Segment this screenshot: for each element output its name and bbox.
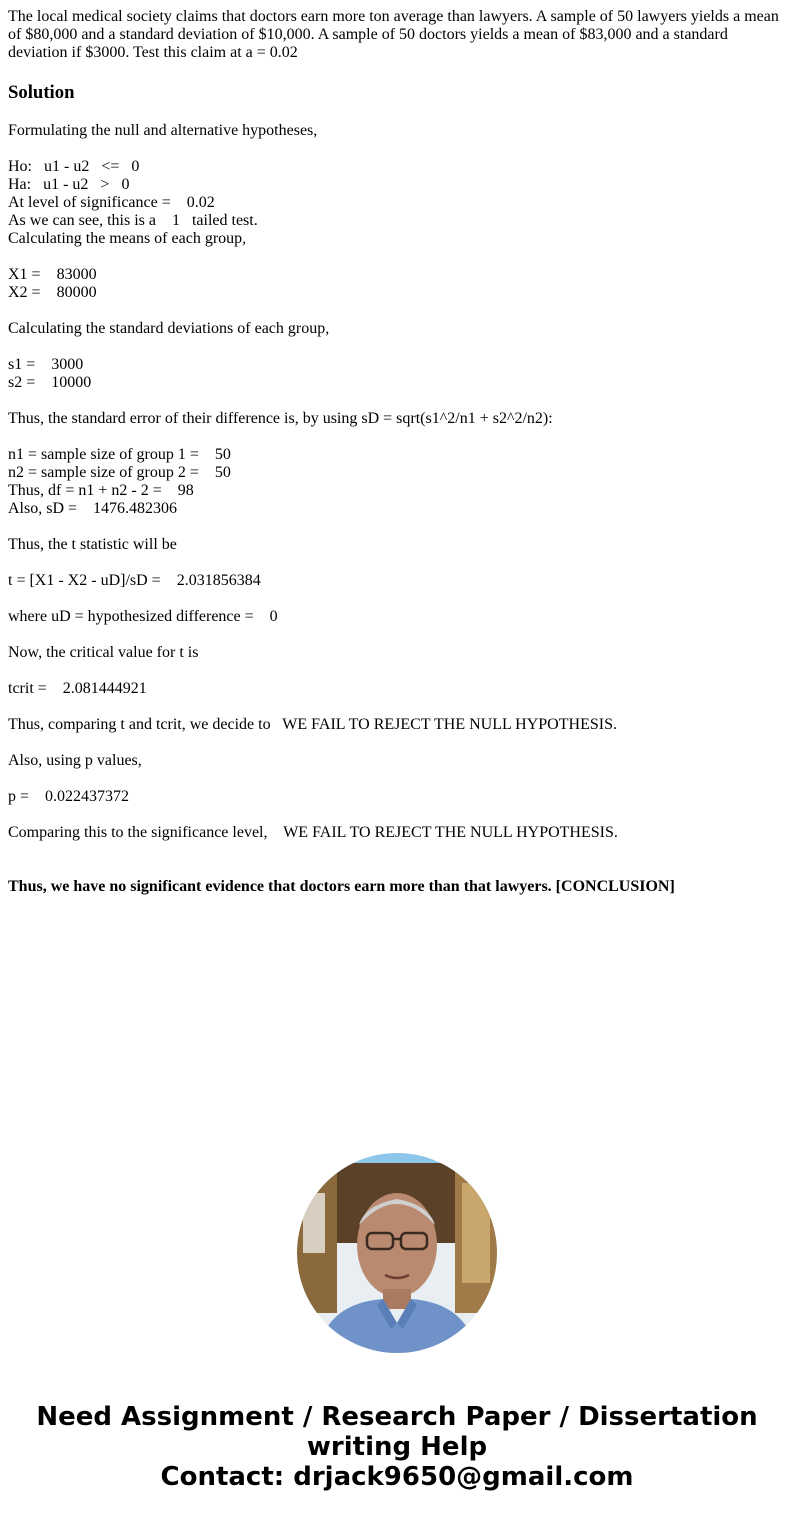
solution-heading: Solution (8, 82, 75, 103)
question-text: The local medical society claims that doctors earn more ton average than lawyers. A sample of 50 lawyers yields a mean of $80,000 and a standard deviation of $10,000. A sample of 50 doctors yields a mean of $83,000 and a standard deviation if $3000. Test this claim at a = 0.02 (8, 8, 779, 61)
contact-footer (0, 1402, 794, 1492)
spacer (8, 338, 786, 356)
spacer (8, 428, 786, 446)
footer-line-2: writing Help (306, 1432, 488, 1462)
x1-value: X1 = 83000 (8, 266, 97, 283)
person-photo-icon (297, 1153, 497, 1353)
null-hypothesis: Ho: u1 - u2 <= 0 (8, 158, 140, 175)
critical-intro-line: Now, the critical value for t is (8, 644, 199, 661)
spacer (8, 770, 786, 788)
spacer (8, 518, 786, 536)
compare-p-line: Comparing this to the significance level, WE FAIL TO REJECT THE NULL HYPOTHESIS. (8, 824, 618, 841)
calc-sd-line: Calculating the standard deviations of each group, (8, 320, 330, 337)
conclusion-line: Thus, we have no significant evidence that doctors earn more than that lawyers. [CONCLUSION] (8, 878, 675, 895)
spacer (8, 392, 786, 410)
n2-value: n2 = sample size of group 2 = 50 (8, 464, 231, 481)
spacer (8, 248, 786, 266)
alternative-hypothesis: Ha: u1 - u2 > 0 (8, 176, 130, 193)
spacer (8, 626, 786, 644)
significance-level: At level of significance = 0.02 (8, 194, 215, 211)
p-value: p = 0.022437372 (8, 788, 130, 805)
footer-line-3: Contact: drjack9650@gmail.com (160, 1462, 634, 1492)
spacer (8, 662, 786, 680)
df-value: Thus, df = n1 + n2 - 2 = 98 (8, 482, 194, 499)
s1-value: s1 = 3000 (8, 356, 84, 373)
p-intro-line: Also, using p values, (8, 752, 142, 769)
spacer (8, 302, 786, 320)
n1-value: n1 = sample size of group 1 = 50 (8, 446, 231, 463)
calc-means-line: Calculating the means of each group, (8, 230, 247, 247)
spacer (8, 590, 786, 608)
s2-value: s2 = 10000 (8, 374, 92, 391)
compare-t-line: Thus, comparing t and tcrit, we decide to WE FAIL TO REJECT THE NULL HYPOTHESIS. (8, 716, 617, 733)
t-statistic: t = [X1 - X2 - uD]/sD = 2.031856384 (8, 572, 261, 589)
std-error-line: Thus, the standard error of their difference is, by using sD = sqrt(s1^2/n1 + s2^2/n2): (8, 410, 553, 427)
spacer (8, 554, 786, 572)
solution-document (8, 8, 786, 896)
spacer (8, 698, 786, 716)
tailed-test-line: As we can see, this is a 1 tailed test. (8, 212, 258, 229)
spacer (8, 140, 786, 158)
x2-value: X2 = 80000 (8, 284, 97, 301)
spacer (8, 806, 786, 824)
t-intro-line: Thus, the t statistic will be (8, 536, 177, 553)
formulating-line: Formulating the null and alternative hypotheses, (8, 122, 318, 139)
sd-value: Also, sD = 1476.482306 (8, 500, 178, 517)
tcrit-value: tcrit = 2.081444921 (8, 680, 147, 697)
spacer (8, 734, 786, 752)
footer-line-1: Need Assignment / Research Paper / Dissertation (36, 1402, 758, 1432)
hypothesized-difference: where uD = hypothesized difference = 0 (8, 608, 278, 625)
